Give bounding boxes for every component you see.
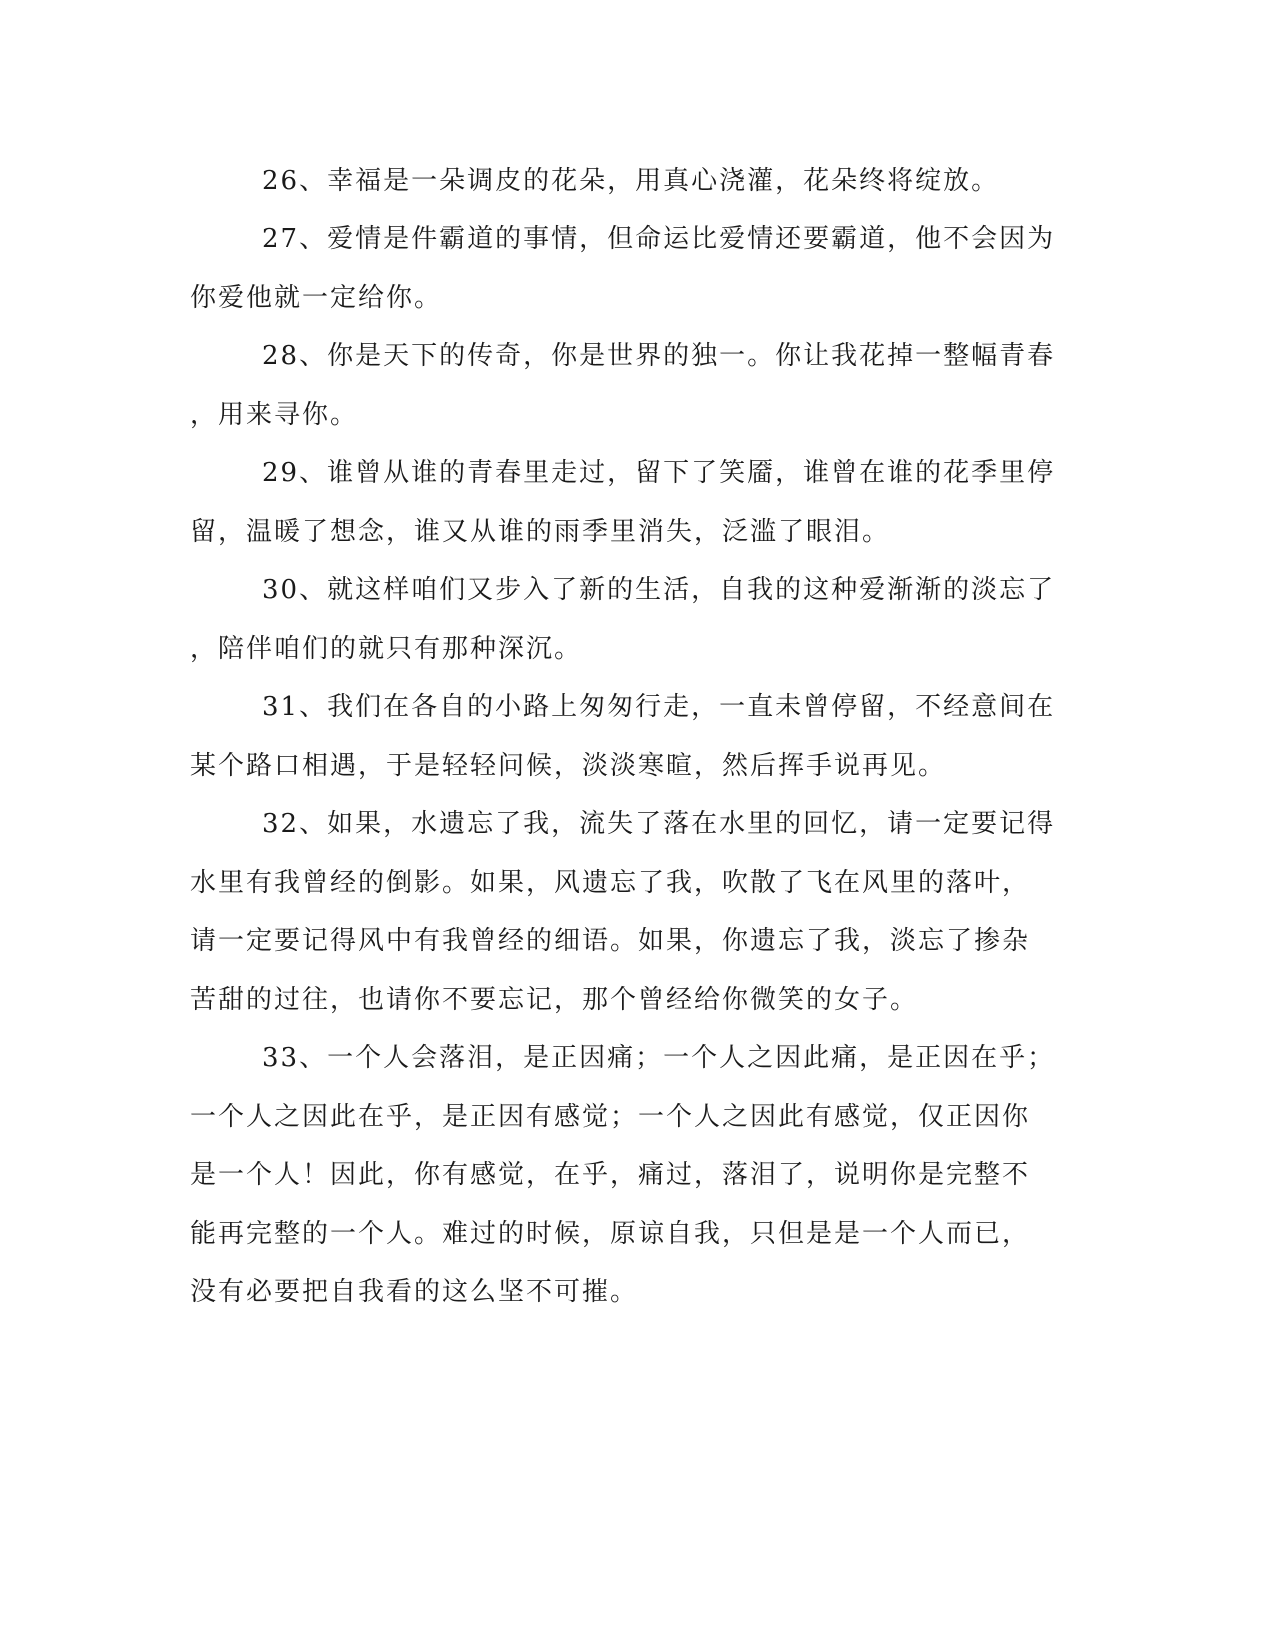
paragraph-28-line-1: 28、你是天下的传奇，你是世界的独一。你让我花掉一整幅青春 xyxy=(262,341,1056,371)
paragraph-33-line-1: 33、一个人会落泪，是正因痛；一个人之因此痛，是正因在乎； xyxy=(262,1043,1056,1073)
paragraph-31-line-1: 31、我们在各自的小路上匆匆行走，一直未曾停留，不经意间在 xyxy=(262,692,1056,722)
paragraph-32-line-2: 水里有我曾经的倒影。如果，风遗忘了我，吹散了飞在风里的落叶， xyxy=(190,868,1031,898)
paragraph-32-line-1: 32、如果，水遗忘了我，流失了落在水里的回忆，请一定要记得 xyxy=(262,809,1056,839)
paragraph-30-line-1: 30、就这样咱们又步入了新的生活，自我的这种爱渐渐的淡忘了 xyxy=(262,575,1056,605)
paragraph-28-line-2: ，用来寻你。 xyxy=(190,400,359,430)
paragraph-33-line-2: 一个人之因此在乎，是正因有感觉；一个人之因此有感觉，仅正因你 xyxy=(190,1102,1031,1132)
paragraph-31-line-2: 某个路口相遇，于是轻轻问候，淡淡寒暄，然后挥手说再见。 xyxy=(190,751,947,781)
paragraph-33-line-5: 没有必要把自我看的这么坚不可摧。 xyxy=(190,1277,639,1307)
paragraph-30-line-2: ，陪伴咱们的就只有那种深沉。 xyxy=(190,634,583,664)
paragraph-33-line-3: 是一个人！因此，你有感觉，在乎，痛过，落泪了，说明你是完整不 xyxy=(190,1160,1031,1190)
paragraph-33-line-4: 能再完整的一个人。难过的时候，原谅自我，只但是是一个人而已， xyxy=(190,1219,1031,1249)
paragraph-32-line-3: 请一定要记得风中有我曾经的细语。如果，你遗忘了我，淡忘了掺杂 xyxy=(190,926,1031,956)
paragraph-27-line-2: 你爱他就一定给你。 xyxy=(190,283,443,313)
paragraph-29-line-2: 留，温暖了想念，谁又从谁的雨季里消失，泛滥了眼泪。 xyxy=(190,517,891,547)
paragraph-26-line-1: 26、幸福是一朵调皮的花朵，用真心浇灌，花朵终将绽放。 xyxy=(262,166,1000,196)
paragraph-29-line-1: 29、谁曾从谁的青春里走过，留下了笑靥，谁曾在谁的花季里停 xyxy=(262,458,1056,488)
paragraph-32-line-4: 苦甜的过往，也请你不要忘记，那个曾经给你微笑的女子。 xyxy=(190,985,919,1015)
paragraph-27-line-1: 27、爱情是件霸道的事情，但命运比爱情还要霸道，他不会因为 xyxy=(262,224,1056,254)
